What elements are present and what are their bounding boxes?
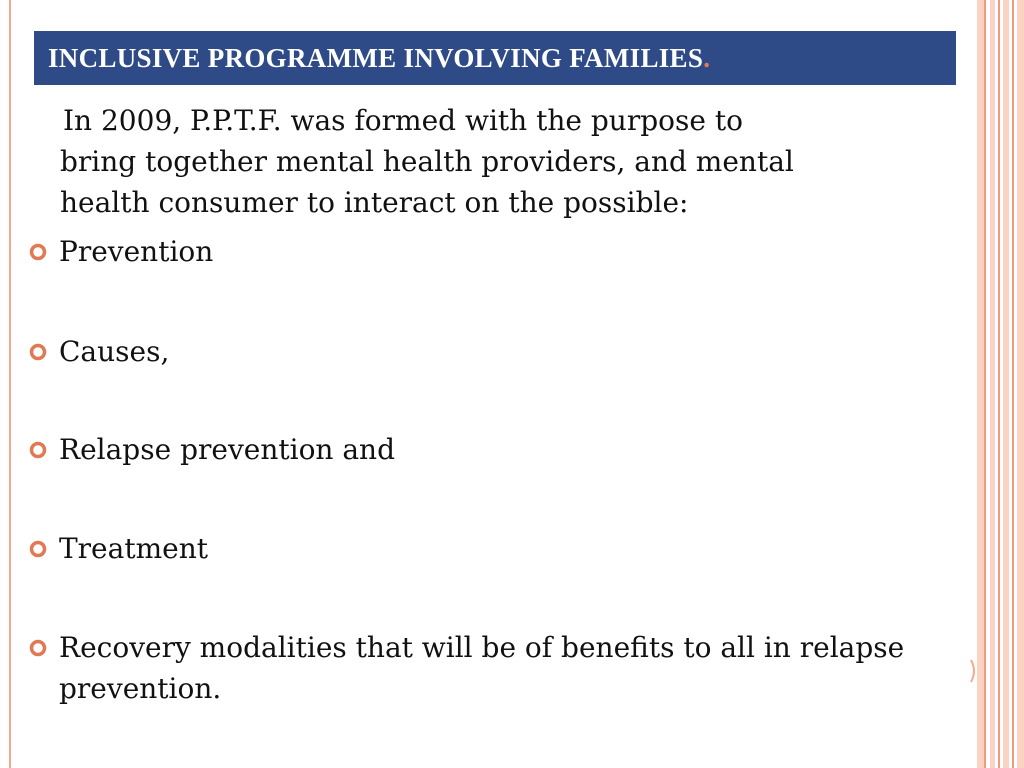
right-stripe — [1003, 0, 1009, 768]
decorative-arc-icon — [968, 658, 978, 684]
right-stripe — [984, 0, 986, 768]
ring-bullet-icon — [28, 342, 48, 362]
right-stripe — [998, 0, 1000, 768]
bullet-text: Causes, — [59, 335, 170, 368]
ring-bullet-icon — [28, 539, 48, 559]
ring-bullet-icon — [28, 440, 48, 460]
right-stripe — [1012, 0, 1014, 768]
bullet-text: Treatment — [59, 532, 208, 565]
ring-bullet-icon — [28, 242, 48, 262]
intro-paragraph — [60, 100, 940, 223]
bullet-text: Recovery modalities that will be of benefits to all in relapse prevention. — [59, 631, 905, 705]
right-stripe — [1017, 0, 1024, 768]
intro-line: In 2009, P.P.T.F. was formed with the purpose to — [63, 104, 743, 137]
title-trailing-dot: . — [703, 42, 710, 73]
title-bar — [34, 31, 956, 85]
intro-line: health consumer to interact on the possible: — [60, 186, 689, 219]
bullet-item — [28, 528, 928, 569]
bullet-item — [28, 627, 908, 709]
bullet-item — [28, 331, 928, 372]
bullet-text: Prevention — [59, 235, 214, 268]
right-stripe — [977, 0, 984, 768]
ring-bullet-icon — [28, 638, 48, 658]
slide-title: INCLUSIVE PROGRAMME INVOLVING FAMILIES — [48, 42, 704, 73]
intro-line: bring together mental health providers, and mental — [60, 145, 794, 178]
bullet-text: Relapse prevention and — [59, 433, 396, 466]
bullet-item — [28, 429, 928, 470]
bullet-item — [28, 231, 928, 272]
left-border-line — [9, 0, 11, 768]
right-stripe — [990, 0, 995, 768]
